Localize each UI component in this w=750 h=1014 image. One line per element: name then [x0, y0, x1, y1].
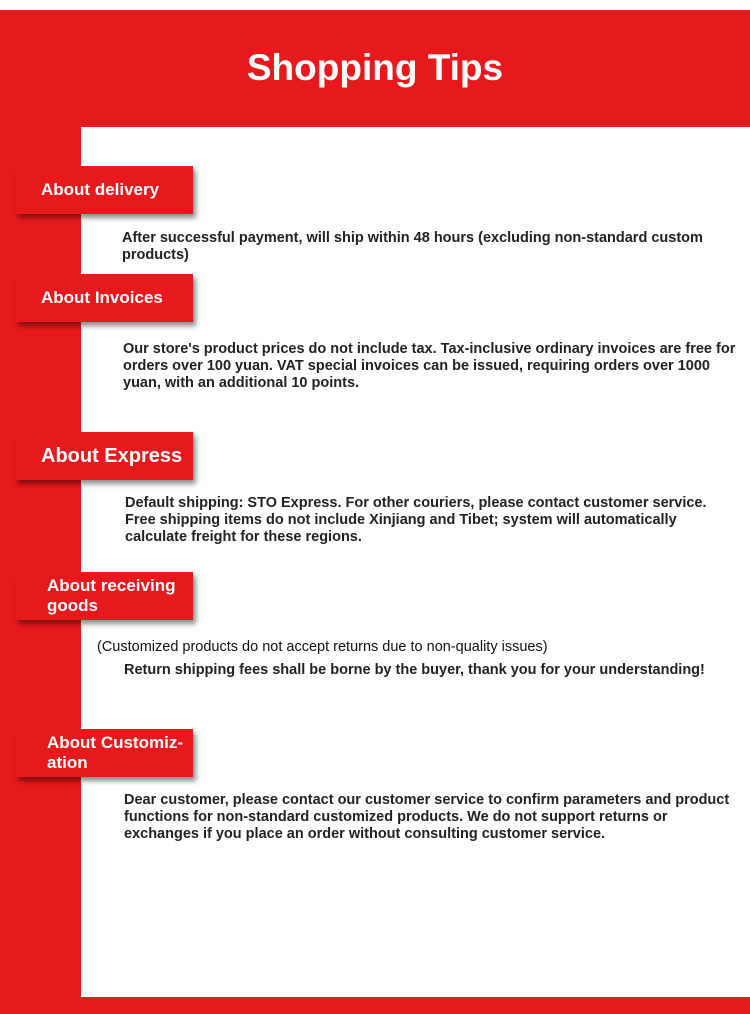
delivery-text: After successful payment, will ship within 48 hours (excluding non-standard custom products) [122, 230, 703, 263]
customization-text: Dear customer, please contact our customer service to confirm parameters and product functions for non-standard customized products. We do not support returns or exchanges if you place an order without consulting customer service. [124, 792, 730, 842]
section-label-customization: About Customiz-ation [15, 729, 193, 777]
receiving-text: Return shipping fees shall be borne by the buyer, thank you for your understanding! [124, 662, 705, 678]
section-label-express: About Express [15, 432, 193, 480]
section-label-receiving-goods: About receiving goods [15, 572, 193, 620]
section-label-invoices: About Invoices [15, 274, 193, 322]
page-title: Shopping Tips [246, 47, 504, 88]
section-label-delivery: About delivery [15, 166, 193, 214]
express-text: Default shipping: STO Express. For other couriers, please contact customer service. Free shipping items do not include Xinjiang and Tibet; system will automatically calculate freight for these regions. [125, 495, 707, 545]
invoices-text: Our store's product prices do not include tax. Tax-inclusive ordinary invoices are free for orders over 100 yuan. VAT special invoices can be issued, requiring orders over 1000 yuan, with an additional 10 points. [123, 341, 736, 391]
receiving-note-text: (Customized products do not accept returns due to non-quality issues) [97, 639, 548, 655]
